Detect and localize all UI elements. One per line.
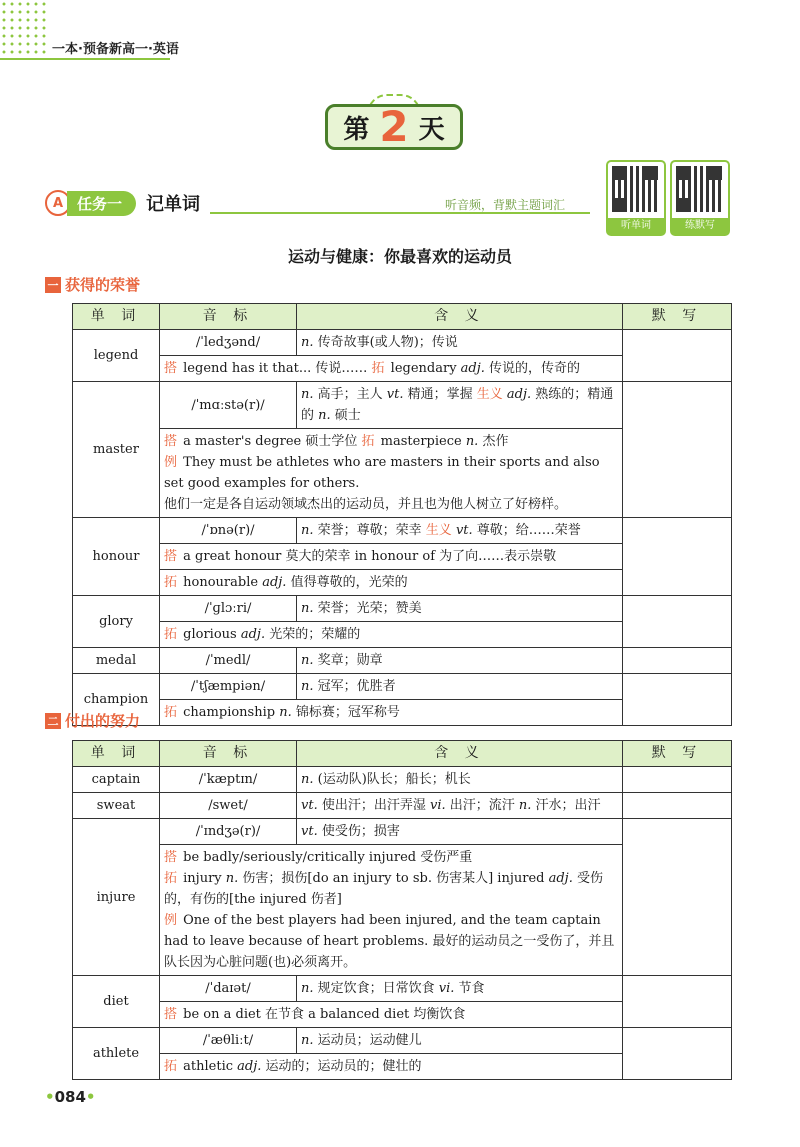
col-word: 单 词: [73, 304, 160, 330]
table-row: [73, 674, 732, 700]
phonetic-cell: /ˈtʃæmpiən/: [160, 674, 297, 700]
task-hint: 听音频，背默主题词汇: [445, 198, 566, 212]
dictation-cell[interactable]: [623, 596, 732, 648]
qr-label: 练默写: [672, 218, 728, 234]
col-dictation: 默 写: [623, 304, 732, 330]
table-row: [73, 382, 732, 429]
day-prefix: 第: [343, 114, 370, 145]
phonetic-cell: /ˈdaɪət/: [160, 976, 297, 1002]
dictation-cell[interactable]: [623, 976, 732, 1028]
phonetic-cell: /ˈmedl/: [160, 648, 297, 674]
task-badge: A: [45, 190, 71, 216]
word-cell: injure: [73, 819, 160, 976]
word-cell: master: [73, 382, 160, 518]
dictation-cell[interactable]: [623, 648, 732, 674]
day-badge: [325, 96, 465, 151]
extension-cell: 拓 honourable adj. 值得尊敬的，光荣的: [160, 570, 623, 596]
table-header-row: [73, 741, 732, 767]
dictation-cell[interactable]: [623, 767, 732, 793]
meaning-cell: n. 荣誉；光荣；赞美: [297, 596, 623, 622]
day-title: [325, 104, 463, 150]
meaning-cell: n. 运动员；运动健儿: [297, 1028, 623, 1054]
dictation-cell[interactable]: [623, 1028, 732, 1080]
task-title: 记单词: [146, 194, 201, 215]
word-cell: diet: [73, 976, 160, 1028]
qr-code-dictation[interactable]: [670, 160, 730, 236]
word-cell: legend: [73, 330, 160, 382]
dictation-cell[interactable]: [623, 330, 732, 382]
day-suffix: 天: [418, 114, 445, 145]
dictation-cell[interactable]: [623, 819, 732, 976]
extension-cell: 搭 be badly/seriously/critically injured 受伤严重 拓 injury n. 伤害；损伤[do an injury to sb. 伤害某人] injured adj. 受伤的，有伤的[the injured 伤者] 例 One of the best players had been injured, and the team captain had to leave because of heart problems. 最好的运动员之一受伤了，并且队长因为心脏问题(也)必须离开。: [160, 845, 623, 976]
table-row: [73, 1028, 732, 1054]
col-meaning: 含 义: [297, 741, 623, 767]
extension-cell: 拓 championship n. 锦标赛；冠军称号: [160, 700, 623, 726]
example-tag: 例: [164, 913, 178, 928]
table-row: [73, 518, 732, 544]
meaning-cell: vt. 使受伤；损害: [297, 819, 623, 845]
dictation-cell[interactable]: [623, 518, 732, 596]
col-phonetic: 音 标: [160, 304, 297, 330]
table-header-row: [73, 304, 732, 330]
meaning-cell: n. 传奇故事(或人物)；传说: [297, 330, 623, 356]
extension-cell: 搭 legend has it that... 传说…… 拓 legendary adj. 传说的，传奇的: [160, 356, 623, 382]
table-row: [73, 793, 732, 819]
table-row: [73, 976, 732, 1002]
section-title: 付出的努力: [65, 712, 141, 730]
vocab-table-1: [72, 303, 732, 726]
col-word: 单 词: [73, 741, 160, 767]
phonetic-cell: /ˈɒnə(r)/: [160, 518, 297, 544]
word-cell: champion: [73, 674, 160, 726]
col-meaning: 含 义: [297, 304, 623, 330]
decorative-dots: [0, 0, 50, 60]
phonetic-cell: /ˈɪndʒə(r)/: [160, 819, 297, 845]
meaning-cell: n. 规定饮食；日常饮食 vi. 节食: [297, 976, 623, 1002]
dictation-cell[interactable]: [623, 793, 732, 819]
qr-code-listen[interactable]: [606, 160, 666, 236]
example-en: One of the best players had been injured, and the team captain had to leave because of heart problems.: [164, 913, 601, 949]
qr-code-icon: [612, 166, 658, 212]
qr-code-icon: [676, 166, 722, 212]
example-zh: 最好的运动员之一受伤了，并且队长因为心脏问题(也)必须离开。: [164, 934, 615, 970]
col-dictation: 默 写: [623, 741, 732, 767]
example-tag: 例: [164, 455, 178, 470]
word-cell: glory: [73, 596, 160, 648]
table-row: [73, 767, 732, 793]
topic-title: 运动与健康：你最喜欢的运动员: [287, 247, 512, 266]
word-cell: sweat: [73, 793, 160, 819]
section-number: 一: [45, 277, 61, 293]
table-row: [73, 596, 732, 622]
section-2-heading: [45, 710, 140, 731]
running-head-rule: [0, 58, 170, 60]
table-row: [73, 648, 732, 674]
example-en: They must be athletes who are masters in their sports and also set good examples for others.: [164, 455, 600, 491]
table-row: [73, 819, 732, 845]
task-header: [45, 190, 200, 216]
dictation-cell[interactable]: [623, 674, 732, 726]
section-title: 获得的荣誉: [65, 276, 141, 294]
phonetic-cell: /swet/: [160, 793, 297, 819]
extension-cell: 拓 athletic adj. 运动的；运动员的；健壮的: [160, 1054, 623, 1080]
page-number: •084•: [45, 1088, 96, 1106]
phonetic-cell: /ˈæθliːt/: [160, 1028, 297, 1054]
meaning-cell: n. (运动队)队长；船长；机长: [297, 767, 623, 793]
extension-cell: 搭 a master's degree 硕士学位 拓 masterpiece n. 杰作 例 They must be athletes who are masters in their sports and also set good examples for others. 他们一定是各自运动领域杰出的运动员，并且也为他人树立了好榜样。: [160, 429, 623, 518]
meaning-cell: n. 荣誉；尊敬；荣幸 生义 vt. 尊敬；给……荣誉: [297, 518, 623, 544]
extension-cell: 搭 be on a diet 在节食 a balanced diet 均衡饮食: [160, 1002, 623, 1028]
meaning-cell: vt. 使出汗；出汗弄湿 vi. 出汗；流汗 n. 汗水；出汗: [297, 793, 623, 819]
word-cell: athlete: [73, 1028, 160, 1080]
phonetic-cell: /ˈmɑːstə(r)/: [160, 382, 297, 429]
extension-cell: 拓 glorious adj. 光荣的；荣耀的: [160, 622, 623, 648]
phonetic-cell: /ˈɡlɔːri/: [160, 596, 297, 622]
meaning-cell: n. 奖章；勋章: [297, 648, 623, 674]
task-label: 任务一: [67, 191, 136, 216]
vocab-table-2: [72, 740, 732, 1080]
dictation-cell[interactable]: [623, 382, 732, 518]
qr-label: 听单词: [608, 218, 664, 234]
word-cell: medal: [73, 648, 160, 674]
section-number: 二: [45, 713, 61, 729]
day-number: 2: [379, 102, 409, 151]
col-phonetic: 音 标: [160, 741, 297, 767]
phonetic-cell: /ˈledʒənd/: [160, 330, 297, 356]
example-zh: 他们一定是各自运动领域杰出的运动员，并且也为他人树立了好榜样。: [164, 497, 568, 512]
word-cell: honour: [73, 518, 160, 596]
meaning-cell: n. 高手；主人 vt. 精通；掌握 生义 adj. 熟练的；精通的 n. 硕士: [297, 382, 623, 429]
extension-cell: 搭 a great honour 莫大的荣幸 in honour of 为了向……表示崇敬: [160, 544, 623, 570]
running-head: 一本·预备新高一·英语: [52, 42, 179, 57]
meaning-cell: n. 冠军；优胜者: [297, 674, 623, 700]
phonetic-cell: /ˈkæptɪn/: [160, 767, 297, 793]
table-row: [73, 330, 732, 356]
word-cell: captain: [73, 767, 160, 793]
section-1-heading: [45, 274, 140, 295]
